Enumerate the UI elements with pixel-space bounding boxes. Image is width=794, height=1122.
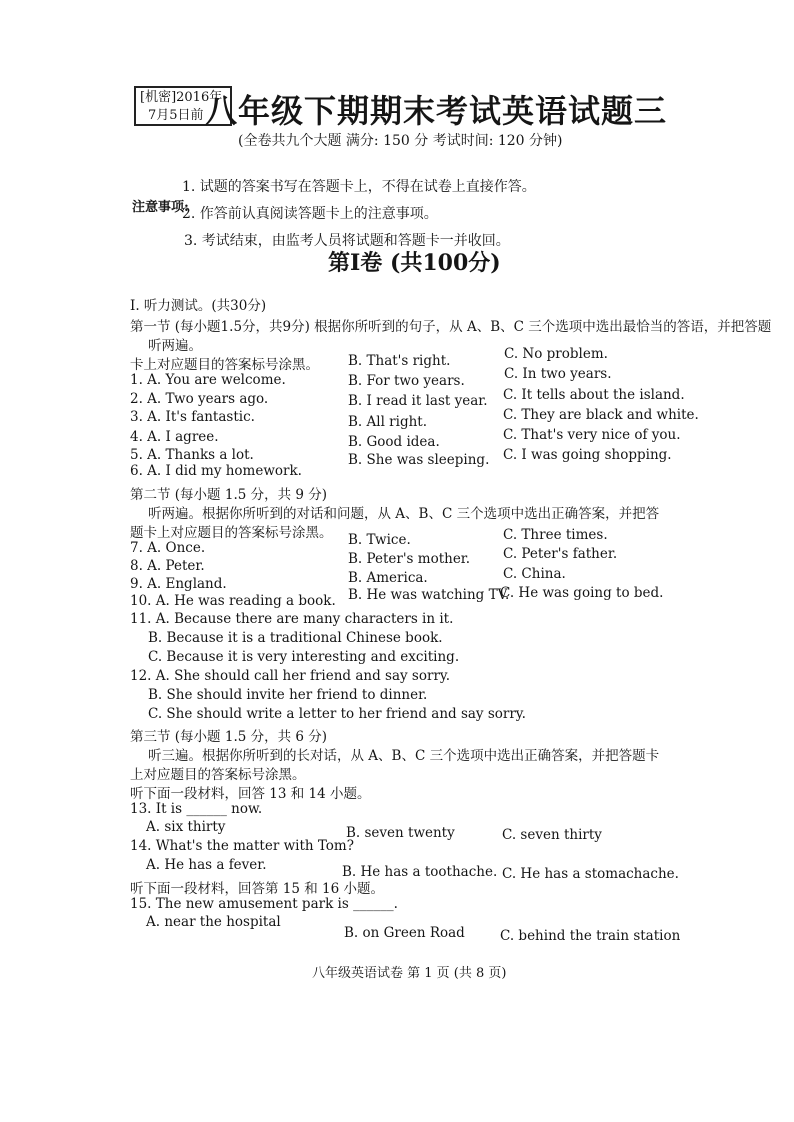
notice-heading: 注意事项:: [132, 200, 189, 215]
stamp-line-2: 7月5日前: [148, 108, 204, 123]
exam-title: 八年级下期期末考试英语试题三: [205, 92, 668, 130]
q2-a: 2. A. Two years ago.: [130, 391, 269, 407]
notice-item-2: 2. 作答前认真阅读答题卡上的注意事项。: [182, 206, 438, 222]
material-2: 听下面一段材料，回答第 15 和 16 小题。: [130, 881, 385, 897]
q2-c: C. In two years.: [504, 366, 612, 382]
q14-a: A. He has a fever.: [146, 857, 267, 873]
q12-b: B. She should invite her friend to dinner.: [148, 687, 428, 703]
q3-a: 3. A. It's fantastic.: [130, 409, 255, 425]
q9-a: 9. A. England.: [130, 576, 227, 592]
q5-a: 5. A. Thanks a lot.: [130, 447, 254, 463]
q11-a: 11. A. Because there are many characters in it.: [130, 611, 454, 627]
section2-intro-b: 听两遍。根据你所听到的对话和问题，从 A、B、C 三个选项中选出正确答案，并把答: [148, 506, 660, 522]
section3-intro-c: 上对应题目的答案标号涂黑。: [130, 767, 306, 783]
section1-intro-b: 听两遍。: [148, 338, 202, 354]
material-1: 听下面一段材料，回答 13 和 14 小题。: [130, 786, 371, 802]
q2-b: B. For two years.: [348, 373, 465, 389]
q12-a: 12. A. She should call her friend and say sorry.: [130, 668, 451, 684]
q15-stem: 15. The new amusement park is ______.: [130, 896, 398, 912]
q15-b: B. on Green Road: [344, 925, 465, 941]
q6-b: B. She was sleeping.: [348, 452, 490, 468]
q5-c: C. That's very nice of you.: [503, 427, 681, 443]
q4-a: 4. A. I agree.: [130, 429, 219, 445]
notice-item-3: 3. 考试结束，由监考人员将试题和答题卡一并收回。: [184, 233, 510, 249]
section1-intro-c: 卡上对应题目的答案标号涂黑。: [130, 357, 319, 373]
q14-stem: 14. What's the matter with Tom?: [130, 838, 354, 854]
q7-a: 7. A. Once.: [130, 540, 206, 556]
q9-c: C. China.: [503, 566, 566, 582]
q1-b: B. That's right.: [348, 353, 451, 369]
q10-b: B. He was watching TV.: [348, 587, 510, 603]
q13-stem: 13. It is ______ now.: [130, 801, 263, 817]
q13-a: A. six thirty: [146, 819, 226, 835]
q14-b: B. He has a toothache.: [342, 864, 498, 880]
q8-a: 8. A. Peter.: [130, 558, 205, 574]
q3-b: B. I read it last year.: [348, 393, 488, 409]
q14-c: C. He has a stomachache.: [502, 866, 679, 882]
q5-b: B. Good idea.: [348, 434, 440, 450]
q8-b: B. Peter's mother.: [348, 551, 471, 567]
section3-intro: 第三节 (每小题 1.5 分，共 6 分): [130, 729, 328, 745]
notice-item-1: 1. 试题的答案书写在答题卡上，不得在试卷上直接作答。: [182, 179, 536, 195]
q7-c: C. Three times.: [503, 527, 608, 543]
section2-intro: 第二节 (每小题 1.5 分，共 9 分): [130, 487, 328, 503]
q1-c: C. No problem.: [504, 346, 608, 362]
volume-title: 第Ⅰ卷 (共100分): [328, 250, 501, 276]
q15-a: A. near the hospital: [146, 914, 281, 930]
q3-c: C. It tells about the island.: [503, 387, 685, 403]
section3-intro-b: 听三遍。根据你所听到的长对话，从 A、B、C 三个选项中选出正确答案，并把答题卡: [148, 748, 660, 764]
q10-a: 10. A. He was reading a book.: [130, 593, 336, 609]
part1-heading: I. 听力测试。(共30分): [130, 298, 267, 314]
q11-c: C. Because it is very interesting and exciting.: [148, 649, 460, 665]
section1-intro: 第一节 (每小题1.5分，共9分) 根据你所听到的句子，从 A、B、C 三个选项中选出最恰当的答语，并把答题: [130, 319, 772, 335]
exam-subtitle: (全卷共九个大题 满分: 150 分 考试时间: 120 分钟): [238, 133, 563, 149]
q9-b: B. America.: [348, 570, 428, 586]
q11-b: B. Because it is a traditional Chinese book.: [148, 630, 443, 646]
q7-b: B. Twice.: [348, 532, 411, 548]
section2-intro-c: 题卡上对应题目的答案标号涂黑。: [130, 525, 333, 541]
q1-a: 1. A. You are welcome.: [130, 372, 286, 388]
q13-c: C. seven thirty: [502, 827, 602, 843]
q8-c: C. Peter's father.: [503, 546, 618, 562]
q15-c: C. behind the train station: [500, 928, 681, 944]
q6-a: 6. A. I did my homework.: [130, 463, 302, 479]
page-footer: 八年级英语试卷 第 1 页 (共 8 页): [312, 966, 507, 981]
q12-c: C. She should write a letter to her friend and say sorry.: [148, 706, 526, 722]
q13-b: B. seven twenty: [346, 825, 455, 841]
q6-c: C. I was going shopping.: [503, 447, 672, 463]
q4-c: C. They are black and white.: [503, 407, 699, 423]
stamp-line-1: [机密]2016年: [140, 90, 223, 105]
q10-c: C. He was going to bed.: [500, 585, 664, 601]
q4-b: B. All right.: [348, 414, 428, 430]
